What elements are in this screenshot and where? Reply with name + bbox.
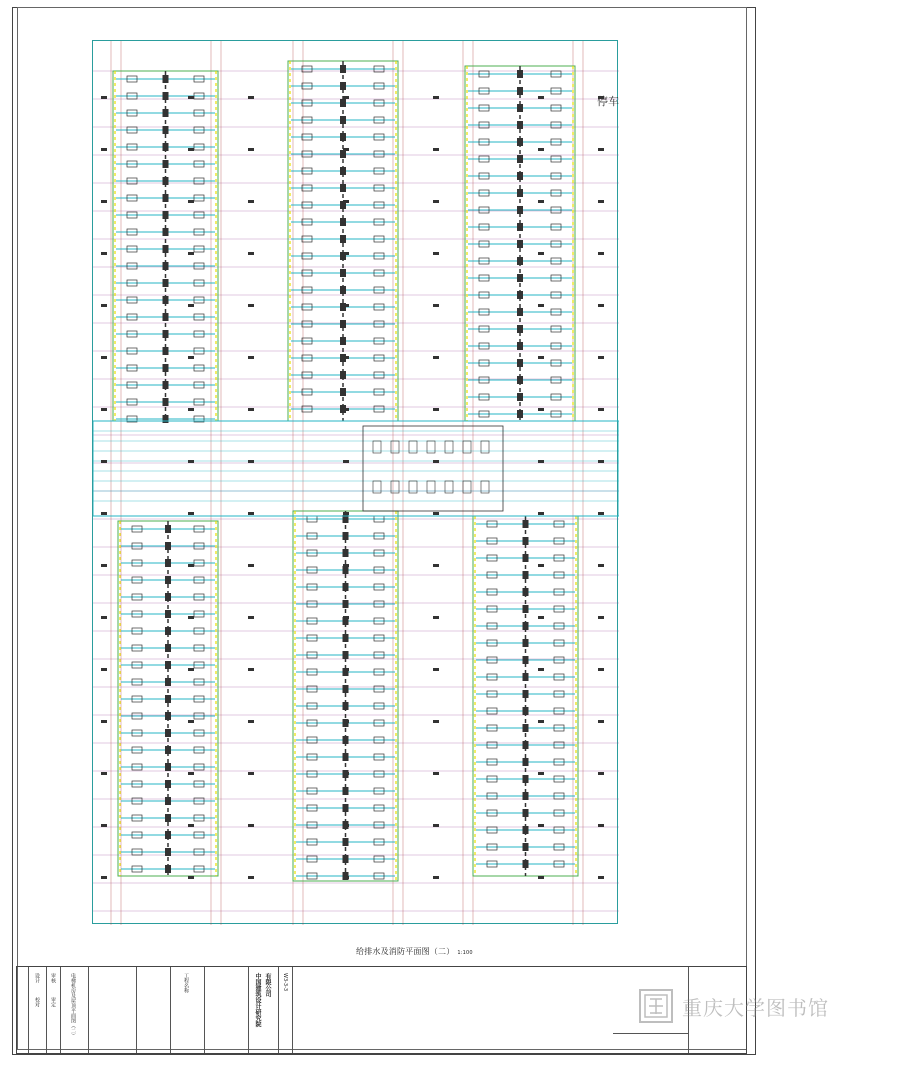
grid-tag xyxy=(248,824,254,827)
grid-tag xyxy=(538,252,544,255)
grid-tag xyxy=(188,876,194,879)
grid-tag xyxy=(101,200,107,203)
grid-tag xyxy=(188,408,194,411)
grid-tag xyxy=(343,252,349,255)
grid-tag xyxy=(248,720,254,723)
grid-tag xyxy=(101,616,107,619)
grid-tag xyxy=(433,200,439,203)
grid-tag xyxy=(248,252,254,255)
title-block-blank xyxy=(293,967,689,1053)
grid-tag xyxy=(248,408,254,411)
grid-tag xyxy=(598,200,604,203)
grid-tag xyxy=(538,460,544,463)
drawing-title xyxy=(356,946,473,957)
title-block-project-col xyxy=(61,967,89,1053)
grid-tag xyxy=(538,564,544,567)
title-block-company-col xyxy=(249,967,279,1053)
grid-tag xyxy=(538,772,544,775)
core-room xyxy=(363,426,503,511)
grid-tag xyxy=(101,96,107,99)
grid-tag xyxy=(101,304,107,307)
check-label: 校对 xyxy=(34,997,40,1007)
grid-tag xyxy=(433,720,439,723)
grid-tag xyxy=(248,564,254,567)
grid-tag xyxy=(248,772,254,775)
grid-tag xyxy=(343,460,349,463)
grid-tag xyxy=(188,720,194,723)
grid-tag xyxy=(248,668,254,671)
grid-tag xyxy=(343,720,349,723)
drawing-title-text: 给排水及消防平面图（二） xyxy=(356,947,455,956)
grid-tag xyxy=(343,408,349,411)
title-block-col-3 xyxy=(47,967,61,1053)
grid-tag xyxy=(101,252,107,255)
grid-tag xyxy=(101,356,107,359)
library-logo-icon xyxy=(638,988,674,1024)
grid-tag xyxy=(598,616,604,619)
grid-tag xyxy=(343,200,349,203)
grid-tag xyxy=(101,876,107,879)
company-name: 中国建筑设计研究院 xyxy=(254,973,261,1027)
revision-grid xyxy=(613,1033,689,1056)
grid-tag xyxy=(433,96,439,99)
grid-tag xyxy=(101,668,107,671)
grid-tag xyxy=(101,460,107,463)
grid-tag xyxy=(248,876,254,879)
grid-tag xyxy=(188,96,194,99)
grid-tag xyxy=(188,512,194,515)
grid-tag xyxy=(598,824,604,827)
title-block-col-8 xyxy=(205,967,249,1053)
grid-tag xyxy=(598,668,604,671)
grid-tag xyxy=(598,512,604,515)
grid-tag xyxy=(598,148,604,151)
grid-tag xyxy=(433,668,439,671)
grid-tag xyxy=(343,668,349,671)
grid-tag xyxy=(343,304,349,307)
grid-tag xyxy=(248,304,254,307)
grid-tag xyxy=(538,512,544,515)
grid-tag xyxy=(598,564,604,567)
grid-tag xyxy=(248,616,254,619)
grid-tag xyxy=(433,616,439,619)
project-name: 电梯机房及屋顶平面图（二） xyxy=(70,973,76,1038)
grid-tag xyxy=(598,304,604,307)
review-label: 审核 xyxy=(50,973,56,983)
grid-tag xyxy=(598,772,604,775)
grid-tag xyxy=(188,460,194,463)
grid-tag xyxy=(598,408,604,411)
grid-tag xyxy=(343,616,349,619)
grid-tag xyxy=(248,200,254,203)
grid-tag xyxy=(433,252,439,255)
grid-tag xyxy=(188,564,194,567)
grid-tag xyxy=(188,356,194,359)
grid-tag xyxy=(101,512,107,515)
grid-tag xyxy=(538,200,544,203)
grid-tag xyxy=(248,512,254,515)
grid-tag xyxy=(598,460,604,463)
grid-tag xyxy=(538,668,544,671)
grid-tag xyxy=(433,356,439,359)
title-block-col-6 xyxy=(137,967,171,1053)
grid-tag xyxy=(343,96,349,99)
title-block-col-2 xyxy=(29,967,47,1053)
drawing-scale: 1:100 xyxy=(457,950,473,956)
grid-tag xyxy=(598,720,604,723)
grid-tag xyxy=(598,356,604,359)
grid-tag xyxy=(248,148,254,151)
notes-label: 工程名称 xyxy=(183,973,189,993)
grid-tag xyxy=(343,772,349,775)
grid-tag xyxy=(538,616,544,619)
grid-tag xyxy=(188,252,194,255)
grid-tag xyxy=(188,824,194,827)
grid-tag xyxy=(433,148,439,151)
grid-tag xyxy=(433,512,439,515)
grid-tag xyxy=(101,148,107,151)
grid-tag xyxy=(433,876,439,879)
grid-tag xyxy=(248,460,254,463)
title-block-notes-col xyxy=(171,967,205,1053)
grid-tag xyxy=(343,824,349,827)
grid-tag xyxy=(538,304,544,307)
title-block-col-1 xyxy=(17,967,29,1053)
grid-tag xyxy=(433,408,439,411)
grid-tag xyxy=(101,824,107,827)
grid-tag xyxy=(188,668,194,671)
parking-label: 停车 xyxy=(597,95,619,108)
grid-tag xyxy=(188,616,194,619)
grid-tag xyxy=(538,824,544,827)
approve-label: 审定 xyxy=(50,997,56,1007)
grid-tag xyxy=(538,96,544,99)
grid-tag xyxy=(538,148,544,151)
watermark-text: 重庆大学图书馆 xyxy=(682,995,829,1020)
grid-tag xyxy=(343,512,349,515)
grid-tag xyxy=(188,200,194,203)
grid-tag xyxy=(433,564,439,567)
title-block-col-5 xyxy=(89,967,137,1053)
floor-plan-svg xyxy=(93,41,619,925)
grid-tag xyxy=(433,772,439,775)
grid-tag xyxy=(101,720,107,723)
grid-tag xyxy=(598,876,604,879)
grid-tag xyxy=(433,824,439,827)
grid-tag xyxy=(188,148,194,151)
grid-tag xyxy=(101,564,107,567)
design-label: 设计 xyxy=(34,973,40,983)
grid-tag xyxy=(248,356,254,359)
grid-tag xyxy=(343,876,349,879)
grid-tag xyxy=(538,356,544,359)
grid-tag xyxy=(433,460,439,463)
library-watermark xyxy=(638,985,829,1027)
drawing-number: W3-3-3 xyxy=(282,973,288,992)
grid-tag xyxy=(343,148,349,151)
company-sub: 有限公司 xyxy=(264,973,271,997)
grid-tag xyxy=(598,252,604,255)
grid-tag xyxy=(101,408,107,411)
grid-tag xyxy=(433,304,439,307)
grid-tag xyxy=(101,772,107,775)
grid-tag xyxy=(188,304,194,307)
grid-tag xyxy=(188,772,194,775)
grid-tag xyxy=(343,356,349,359)
title-block-drawing-no-col xyxy=(279,967,293,1053)
grid-tag xyxy=(538,408,544,411)
grid-tag xyxy=(538,876,544,879)
floor-plan-drawing xyxy=(92,40,618,924)
grid-tag xyxy=(538,720,544,723)
grid-tag xyxy=(248,96,254,99)
grid-tag xyxy=(343,564,349,567)
